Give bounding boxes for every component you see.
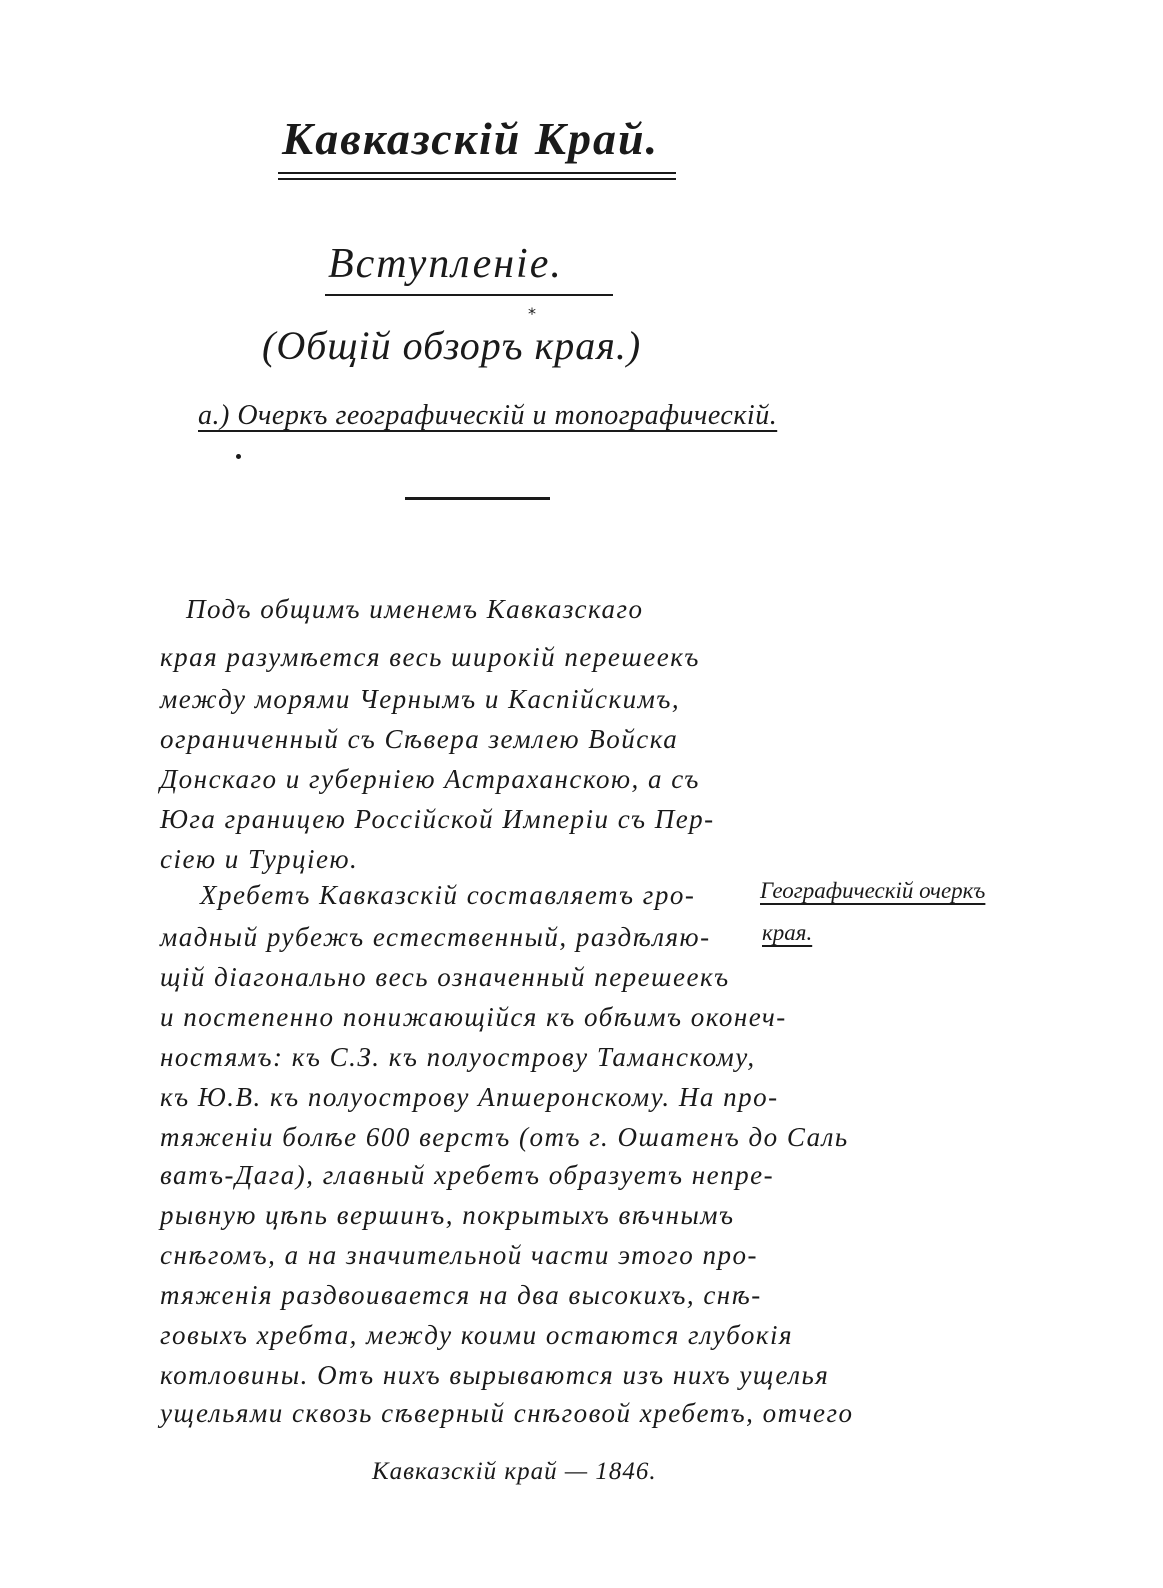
ink-dot bbox=[236, 454, 241, 459]
body-line: сіею и Турціею. bbox=[160, 844, 359, 874]
page-footer: Кавказскій край — 1846. bbox=[372, 1458, 657, 1485]
body-line: говыхъ хребта, между коими остаются глубокія bbox=[160, 1320, 794, 1350]
body-line: щій діагонально весь означенный перешеекъ bbox=[160, 962, 730, 992]
section-heading: а.) Очеркъ географическій и топографическій. bbox=[198, 400, 778, 431]
body-line: Юга границею Россійской Имперіи съ Пер- bbox=[160, 804, 715, 834]
asterisk-mark: * bbox=[528, 304, 536, 323]
title-underline-top bbox=[278, 172, 676, 174]
margin-note-continuation: края. bbox=[762, 920, 813, 945]
body-line: мадный рубежъ естественный, раздѣляю- bbox=[160, 922, 711, 952]
page-title: Кавказскій Край. bbox=[282, 113, 660, 164]
body-line: ватъ-Дага), главный хребетъ образуетъ непре- bbox=[160, 1160, 775, 1190]
overview-heading: (Общій обзоръ края.) bbox=[262, 323, 642, 368]
margin-note: Географическій очеркъ bbox=[760, 878, 986, 903]
body-line: тяженіи болѣе 600 верстъ (отъ г. Ошатенъ до Саль bbox=[160, 1122, 849, 1152]
body-line: тяженія раздвоивается на два высокихъ, снѣ- bbox=[160, 1280, 762, 1310]
body-line: ностямъ: къ С.З. къ полуострову Таманскому, bbox=[160, 1042, 756, 1072]
body-line: снѣгомъ, а на значительной части этого про- bbox=[160, 1240, 758, 1270]
title-underline-bottom bbox=[278, 178, 676, 180]
body-line: къ Ю.В. къ полуострову Апшеронскому. На про- bbox=[160, 1082, 779, 1112]
divider-rule bbox=[405, 497, 550, 500]
body-line: Донскаго и губерніею Астраханскою, а съ bbox=[160, 764, 700, 794]
body-line: Подъ общимъ именемъ Кавказскаго bbox=[186, 594, 644, 624]
subtitle-underline bbox=[325, 294, 613, 296]
body-line: Хребетъ Кавказскій составляетъ гро- bbox=[200, 880, 696, 910]
body-line: ущельями сквозь сѣверный снѣговой хребетъ, отчего bbox=[160, 1398, 854, 1428]
body-line: ограниченный съ Сѣвера землею Войска bbox=[160, 724, 679, 754]
subtitle: Вступленіе. bbox=[328, 241, 563, 287]
body-line: котловины. Отъ нихъ вырываются изъ нихъ ущелья bbox=[160, 1360, 830, 1390]
body-line: и постепенно понижающійся къ обѣимъ оконеч- bbox=[160, 1002, 787, 1032]
body-line: края разумѣется весь широкій перешеекъ bbox=[160, 642, 700, 672]
body-line: рывную цѣпь вершинъ, покрытыхъ вѣчнымъ bbox=[160, 1200, 735, 1230]
body-line: между морями Чернымъ и Каспійскимъ, bbox=[160, 684, 681, 714]
